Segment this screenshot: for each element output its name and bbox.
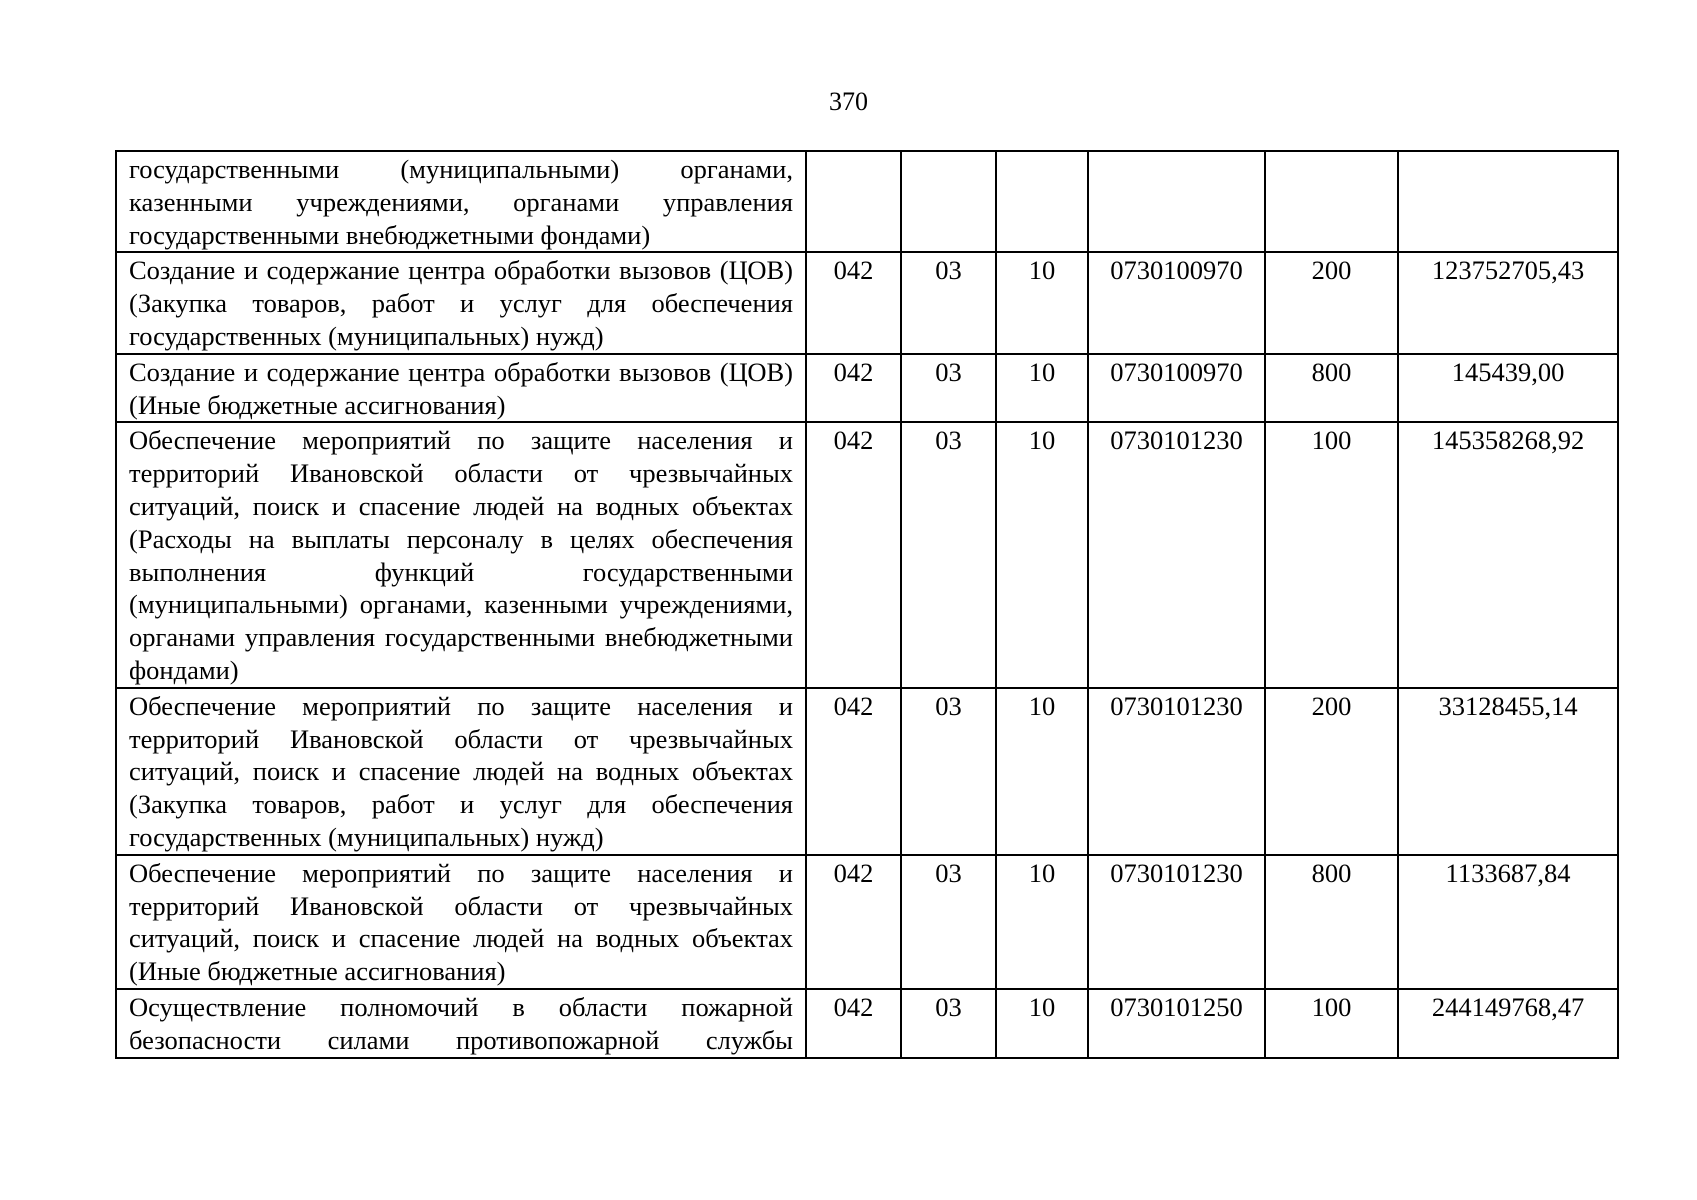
- table-row: [116, 989, 1618, 1058]
- admin-code: 042: [806, 252, 901, 353]
- admin-code: 042: [806, 354, 901, 423]
- subsection-code: 10: [996, 422, 1088, 687]
- subsection-code: 10: [996, 688, 1088, 855]
- target-article-code: 0730101230: [1088, 855, 1265, 989]
- target-article-code: 0730101230: [1088, 688, 1265, 855]
- target-article-code: [1088, 151, 1265, 252]
- expense-description: Создание и содержание центра обработки вызовов (ЦОВ) (Закупка товаров, работ и услуг для обеспечения государственных (муниципальных) нужд): [116, 252, 806, 353]
- amount-value: 33128455,14: [1398, 688, 1618, 855]
- admin-code: 042: [806, 989, 901, 1058]
- expense-description: Осуществление полномочий в области пожарной безопасности силами противопожарной службы: [116, 989, 806, 1058]
- amount-value: 1133687,84: [1398, 855, 1618, 989]
- expense-type-code: [1265, 151, 1398, 252]
- expense-type-code: 100: [1265, 989, 1398, 1058]
- table-row: [116, 855, 1618, 989]
- expense-description: Обеспечение мероприятий по защите населения и территорий Ивановской области от чрезвычайных ситуаций, поиск и спасение людей на водных объектах (Закупка товаров, работ и услуг для обеспечения государственных (муниципальных) нужд): [116, 688, 806, 855]
- table-row: [116, 252, 1618, 353]
- subsection-code: 10: [996, 354, 1088, 423]
- expense-type-code: 800: [1265, 855, 1398, 989]
- subsection-code: 10: [996, 989, 1088, 1058]
- page-number: 370: [829, 87, 868, 116]
- admin-code: 042: [806, 688, 901, 855]
- admin-code: 042: [806, 855, 901, 989]
- table-row: [116, 688, 1618, 855]
- expense-type-code: 200: [1265, 252, 1398, 353]
- expense-description: государственными (муниципальными) органами, казенными учреждениями, органами управления государственными внебюджетными фондами): [116, 151, 806, 252]
- table-row: [116, 354, 1618, 423]
- section-code: 03: [901, 989, 996, 1058]
- section-code: 03: [901, 855, 996, 989]
- admin-code: 042: [806, 422, 901, 687]
- subsection-code: [996, 151, 1088, 252]
- admin-code: [806, 151, 901, 252]
- expense-type-code: 100: [1265, 422, 1398, 687]
- expense-description: Обеспечение мероприятий по защите населения и территорий Ивановской области от чрезвычайных ситуаций, поиск и спасение людей на водных объектах (Иные бюджетные ассигнования): [116, 855, 806, 989]
- expense-type-code: 800: [1265, 354, 1398, 423]
- subsection-code: 10: [996, 252, 1088, 353]
- target-article-code: 0730100970: [1088, 252, 1265, 353]
- amount-value: 145439,00: [1398, 354, 1618, 423]
- amount-value: [1398, 151, 1618, 252]
- amount-value: 244149768,47: [1398, 989, 1618, 1058]
- expense-description: Обеспечение мероприятий по защите населения и территорий Ивановской области от чрезвычайных ситуаций, поиск и спасение людей на водных объектах (Расходы на выплаты персоналу в целях обеспечения выполнения функций государственными (муниципальными) органами, казенными учреждениями, органами управления государственными внебюджетными фондами): [116, 422, 806, 687]
- section-code: 03: [901, 688, 996, 855]
- expense-description: Создание и содержание центра обработки вызовов (ЦОВ) (Иные бюджетные ассигнования): [116, 354, 806, 423]
- target-article-code: 0730100970: [1088, 354, 1265, 423]
- expense-type-code: 200: [1265, 688, 1398, 855]
- subsection-code: 10: [996, 855, 1088, 989]
- amount-value: 145358268,92: [1398, 422, 1618, 687]
- section-code: 03: [901, 252, 996, 353]
- target-article-code: 0730101250: [1088, 989, 1265, 1058]
- amount-value: 123752705,43: [1398, 252, 1618, 353]
- table-row: [116, 422, 1618, 687]
- target-article-code: 0730101230: [1088, 422, 1265, 687]
- table-row: [116, 151, 1618, 252]
- section-code: [901, 151, 996, 252]
- budget-table: [115, 150, 1619, 1059]
- section-code: 03: [901, 422, 996, 687]
- section-code: 03: [901, 354, 996, 423]
